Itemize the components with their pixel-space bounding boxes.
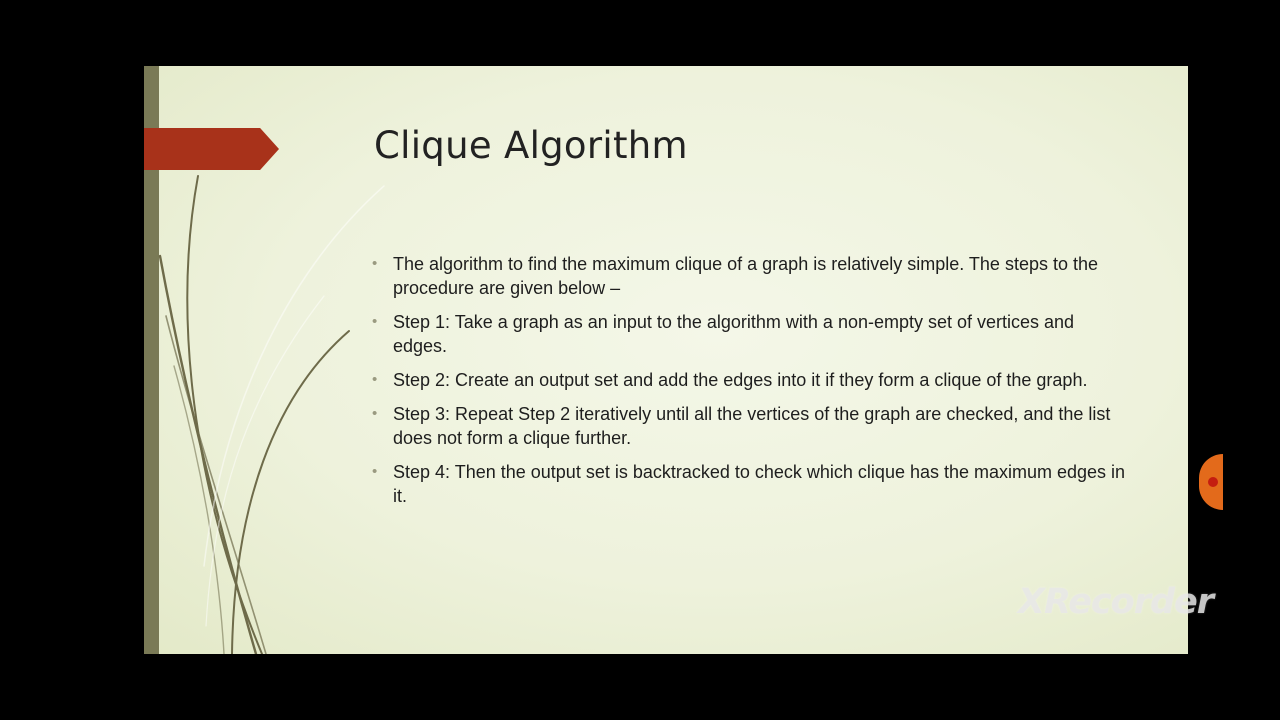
slide-title: Clique Algorithm bbox=[374, 124, 688, 167]
floating-record-button[interactable] bbox=[1199, 454, 1223, 510]
bullet-item bbox=[372, 368, 1132, 392]
bullet-dot-icon: • bbox=[372, 255, 378, 272]
bullet-dot-icon: • bbox=[372, 405, 378, 422]
bullet-text: Step 3: Repeat Step 2 iteratively until all the vertices of the graph are checked, and the list does not form a clique further. bbox=[393, 404, 1111, 448]
bullet-text: Step 1: Take a graph as an input to the algorithm with a non-empty set of vertices and edges. bbox=[393, 312, 1075, 356]
bullet-dot-icon: • bbox=[372, 371, 378, 388]
recorder-watermark: XRecorder bbox=[1018, 582, 1214, 622]
bullet-text: Step 4: Then the output set is backtracked to check which clique has the maximum edges in it. bbox=[393, 462, 1126, 506]
bullet-text: Step 2: Create an output set and add the edges into it if they form a clique of the graph. bbox=[393, 370, 1088, 390]
bullet-item bbox=[372, 252, 1132, 300]
bullet-dot-icon: • bbox=[372, 313, 378, 330]
bullet-dot-icon: • bbox=[372, 463, 378, 480]
bullet-text: The algorithm to find the maximum clique of a graph is relatively simple. The steps to the procedure are given below – bbox=[393, 254, 1098, 298]
record-icon bbox=[1208, 477, 1218, 487]
bullet-list bbox=[372, 252, 1132, 518]
bullet-item bbox=[372, 460, 1132, 508]
presentation-slide bbox=[144, 66, 1188, 654]
bullet-item bbox=[372, 402, 1132, 450]
title-arrow-accent bbox=[144, 128, 279, 170]
bullet-item bbox=[372, 310, 1132, 358]
